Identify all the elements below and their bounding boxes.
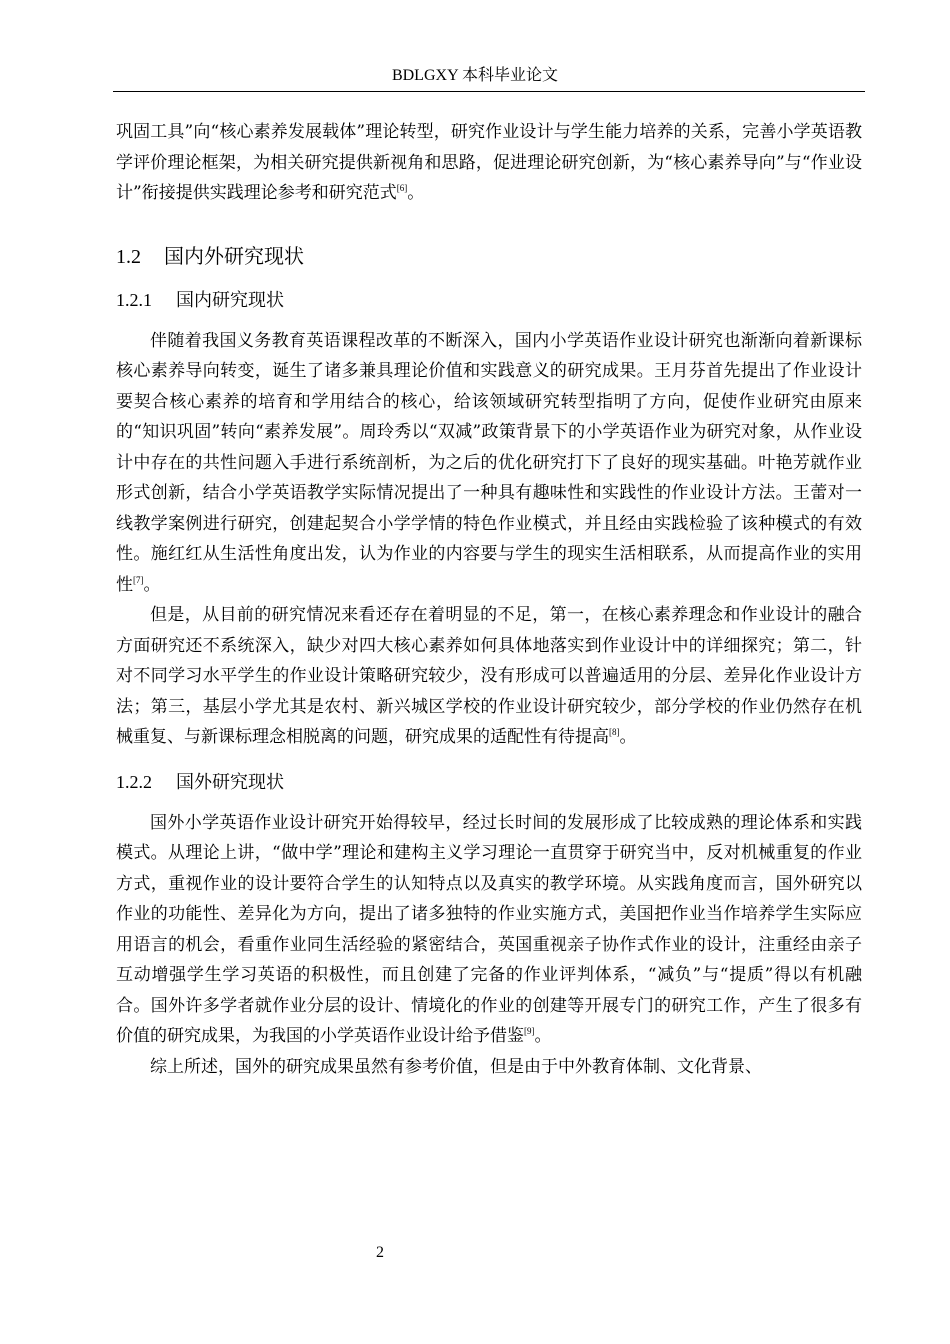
paragraph-end: 。 bbox=[407, 183, 425, 203]
citation-ref[interactable]: [6] bbox=[396, 183, 408, 193]
header-rule bbox=[113, 91, 865, 92]
domestic-paragraph-1 bbox=[116, 326, 862, 601]
section-title: 国内外研究现状 bbox=[164, 243, 304, 268]
subsection-title: 国外研究现状 bbox=[176, 771, 284, 793]
paragraph-end: 。 bbox=[534, 1026, 552, 1046]
paragraph-text: 但是，从目前的研究情况来看还存在着明显的不足，第一，在核心素养理念和作业设计的融合方面研究还不系统深入，缺少对四大核心素养如何具体地落实到作业设计中的详细探究；第二，针对不同学习水平学生的作业设计策略研究较少，没有形成可以普遍适用的分层、差异化作业设计方法；第三，基层小学尤其是农村、新兴城区学校的作业设计研究较少，部分学校的作业仍然存在机械重复、与新课标理念相脱离的问题，研究成果的适配性有待提高 bbox=[116, 605, 862, 747]
paragraph-text: 综上所述，国外的研究成果虽然有参考价值，但是由于中外教育体制、文化背景、 bbox=[150, 1056, 762, 1077]
domestic-paragraph-2 bbox=[116, 600, 862, 753]
subsection-heading-1-2-1 bbox=[116, 285, 862, 316]
paragraph-text: 国外小学英语作业设计研究开始得较早，经过长时间的发展形成了比较成熟的理论体系和实践模式。从理论上讲，“做中学”理论和建构主义学习理论一直贯穿于研究当中，反对机械重复的作业方式，重视作业的设计要符合学生的认知特点以及真实的教学环境。从实践角度而言，国外研究以作业的功能性、差异化为方向，提出了诸多独特的作业实施方式，美国把作业当作培养学生实际应用语言的机会，看重作业同生活经验的紧密结合，英国重视亲子协作式作业的设计，注重经由亲子互动增强学生学习英语的积极性，而且创建了完备的作业评判体系，“减负”与“提质”得以有机融合。国外许多学者就作业分层的设计、情境化的作业的创建等开展专门的研究工作，产生了很多有价值的研究成果，为我国的小学英语作业设计给予借鉴 bbox=[116, 812, 862, 1046]
running-header: BDLGXY 本科毕业论文 bbox=[391, 67, 559, 84]
subsection-title: 国内研究现状 bbox=[176, 289, 284, 311]
subsection-number: 1.2.1 bbox=[116, 289, 152, 310]
citation-ref[interactable]: [9] bbox=[524, 1026, 535, 1036]
subsection-number: 1.2.2 bbox=[116, 771, 152, 792]
summary-paragraph bbox=[116, 1052, 862, 1083]
section-heading-1-2 bbox=[116, 241, 862, 272]
subsection-heading-1-2-2 bbox=[116, 767, 862, 798]
page-body bbox=[116, 117, 862, 1082]
intro-paragraph bbox=[116, 117, 862, 209]
paragraph-end: 。 bbox=[619, 727, 637, 747]
citation-ref[interactable]: [7] bbox=[133, 574, 144, 585]
paragraph-end: 。 bbox=[143, 574, 161, 595]
foreign-paragraph-1 bbox=[116, 808, 862, 1052]
section-number: 1.2 bbox=[116, 245, 141, 268]
citation-ref[interactable]: [8] bbox=[609, 727, 620, 737]
paragraph-text: 巩固工具”向“核心素养发展载体”理论转型，研究作业设计与学生能力培养的关系，完善小学英语教学评价理论框架，为相关研究提供新视角和思路，促进理论研究创新，为“核心素养导向”与“作业设计”衔接提供实践理论参考和研究范式 bbox=[116, 122, 862, 203]
page-number: 2 bbox=[376, 1244, 384, 1261]
paragraph-text: 伴随着我国义务教育英语课程改革的不断深入，国内小学英语作业设计研究也渐渐向着新课标核心素养导向转变，诞生了诸多兼具理论价值和实践意义的研究成果。王月芬首先提出了作业设计要契合核心素养的培育和学用结合的核心，给该领域研究转型指明了方向，促使作业研究由原来的“知识巩固”转向“素养发展”。周玲秀以“双减”政策背景下的小学英语作业为研究对象，从作业设计中存在的共性问题入手进行系统剖析，为之后的优化研究打下了良好的现实基础。叶艳芳就作业形式创新，结合小学英语教学实际情况提出了一种具有趣味性和实践性的作业设计方法。王蕾对一线教学案例进行研究，创建起契合小学学情的特色作业模式，并且经由实践检验了该种模式的有效性。施红红从生活性角度出发，认为作业的内容要与学生的现实生活相联系，从而提高作业的实用性 bbox=[116, 330, 862, 595]
